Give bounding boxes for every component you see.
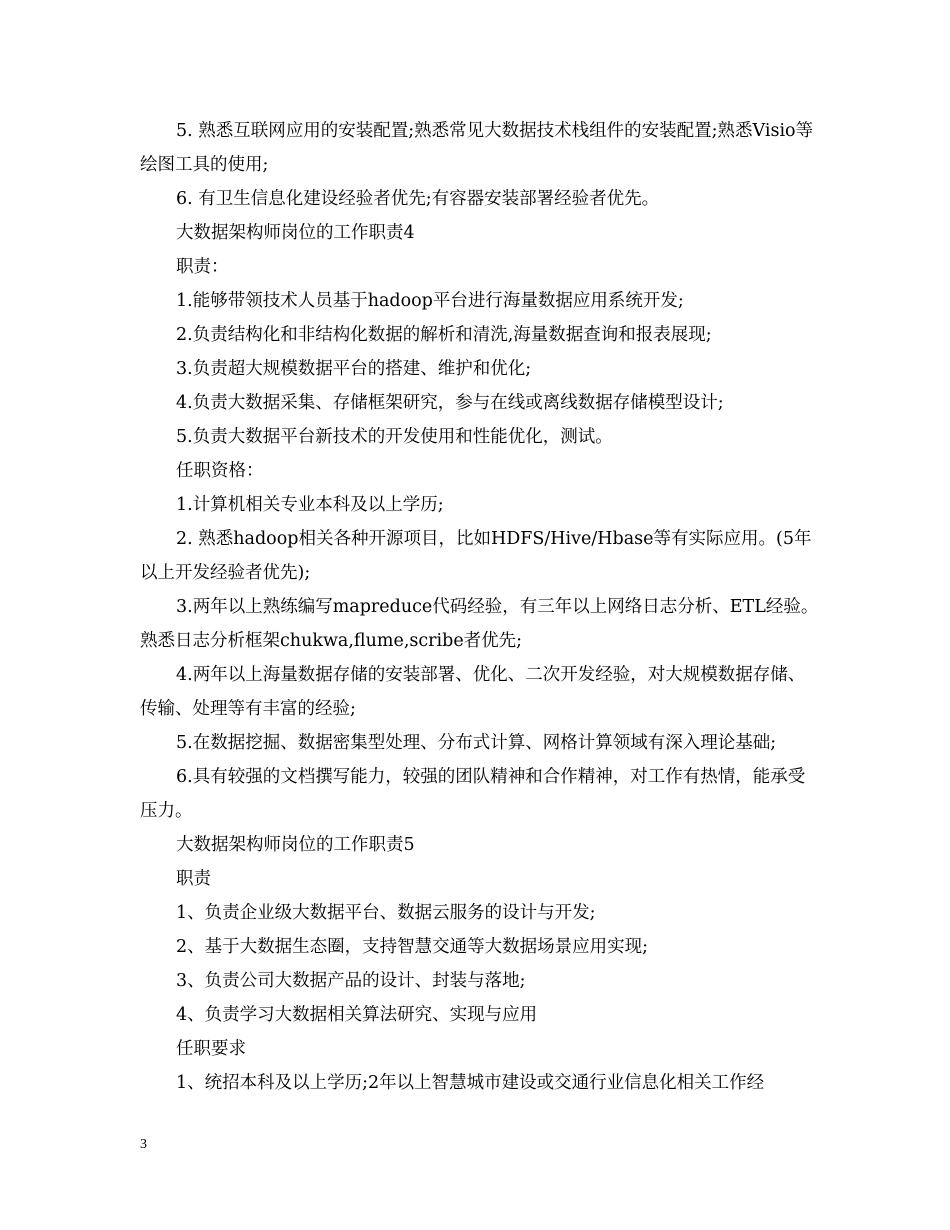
page-number: 3 [140, 1137, 147, 1152]
list-item: 4、负责学习大数据相关算法研究、实现与应用 [176, 1005, 538, 1025]
list-item: 2.负责结构化和非结构化数据的解析和清洗,海量数据查询和报表展现; [176, 325, 712, 345]
list-item: 3.负责超大规模数据平台的搭建、维护和优化; [176, 359, 532, 379]
list-item: 1、统招本科及以上学历;2年以上智慧城市建设或交通行业信息化相关工作经 [176, 1073, 765, 1093]
list-item: 3、负责公司大数据产品的设计、封装与落地; [176, 971, 526, 991]
list-item: 5.负责大数据平台新技术的开发使用和性能优化，测试。 [176, 427, 613, 447]
list-item: 1.计算机相关专业本科及以上学历; [176, 495, 444, 515]
document-body [140, 114, 820, 1100]
list-item: 1、负责企业级大数据平台、数据云服务的设计与开发; [176, 903, 596, 923]
list-item: 4.两年以上海量数据存储的安装部署、优化、二次开发经验，对大规模数据存储、传输、处理等有丰富的经验; [140, 665, 806, 719]
list-item: 6.具有较强的文档撰写能力，较强的团队精神和合作精神，对工作有热情，能承受压力。 [140, 767, 806, 821]
subsection-label: 任职资格： [176, 461, 264, 481]
list-item: 5. 熟悉互联网应用的安装配置;熟悉常见大数据技术栈组件的安装配置;熟悉Visio等绘图工具的使用; [140, 121, 814, 175]
subsection-label: 任职要求 [176, 1039, 246, 1059]
list-item: 2. 熟悉hadoop相关各种开源项目，比如HDFS/Hive/Hbase等有实际应用。(5年以上开发经验者优先); [140, 529, 812, 583]
list-item: 6. 有卫生信息化建设经验者优先;有容器安装部署经验者优先。 [176, 189, 660, 209]
list-item: 5.在数据挖掘、数据密集型处理、分布式计算、网格计算领域有深入理论基础; [176, 733, 777, 753]
list-item: 3.两年以上熟练编写mapreduce代码经验，有三年以上网络日志分析、ETL经验。熟悉日志分析框架chukwa,flume,scribe者优先; [140, 597, 819, 651]
list-item: 1.能够带领技术人员基于hadoop平台进行海量数据应用系统开发; [176, 291, 684, 311]
subsection-label: 职责 [176, 869, 211, 889]
section-heading: 大数据架构师岗位的工作职责4 [176, 223, 415, 243]
section-heading: 大数据架构师岗位的工作职责5 [176, 835, 415, 855]
list-item: 2、基于大数据生态圈，支持智慧交通等大数据场景应用实现; [176, 937, 649, 957]
list-item: 4.负责大数据采集、存储框架研究，参与在线或离线数据存储模型设计; [176, 393, 724, 413]
subsection-label: 职责： [176, 257, 229, 277]
